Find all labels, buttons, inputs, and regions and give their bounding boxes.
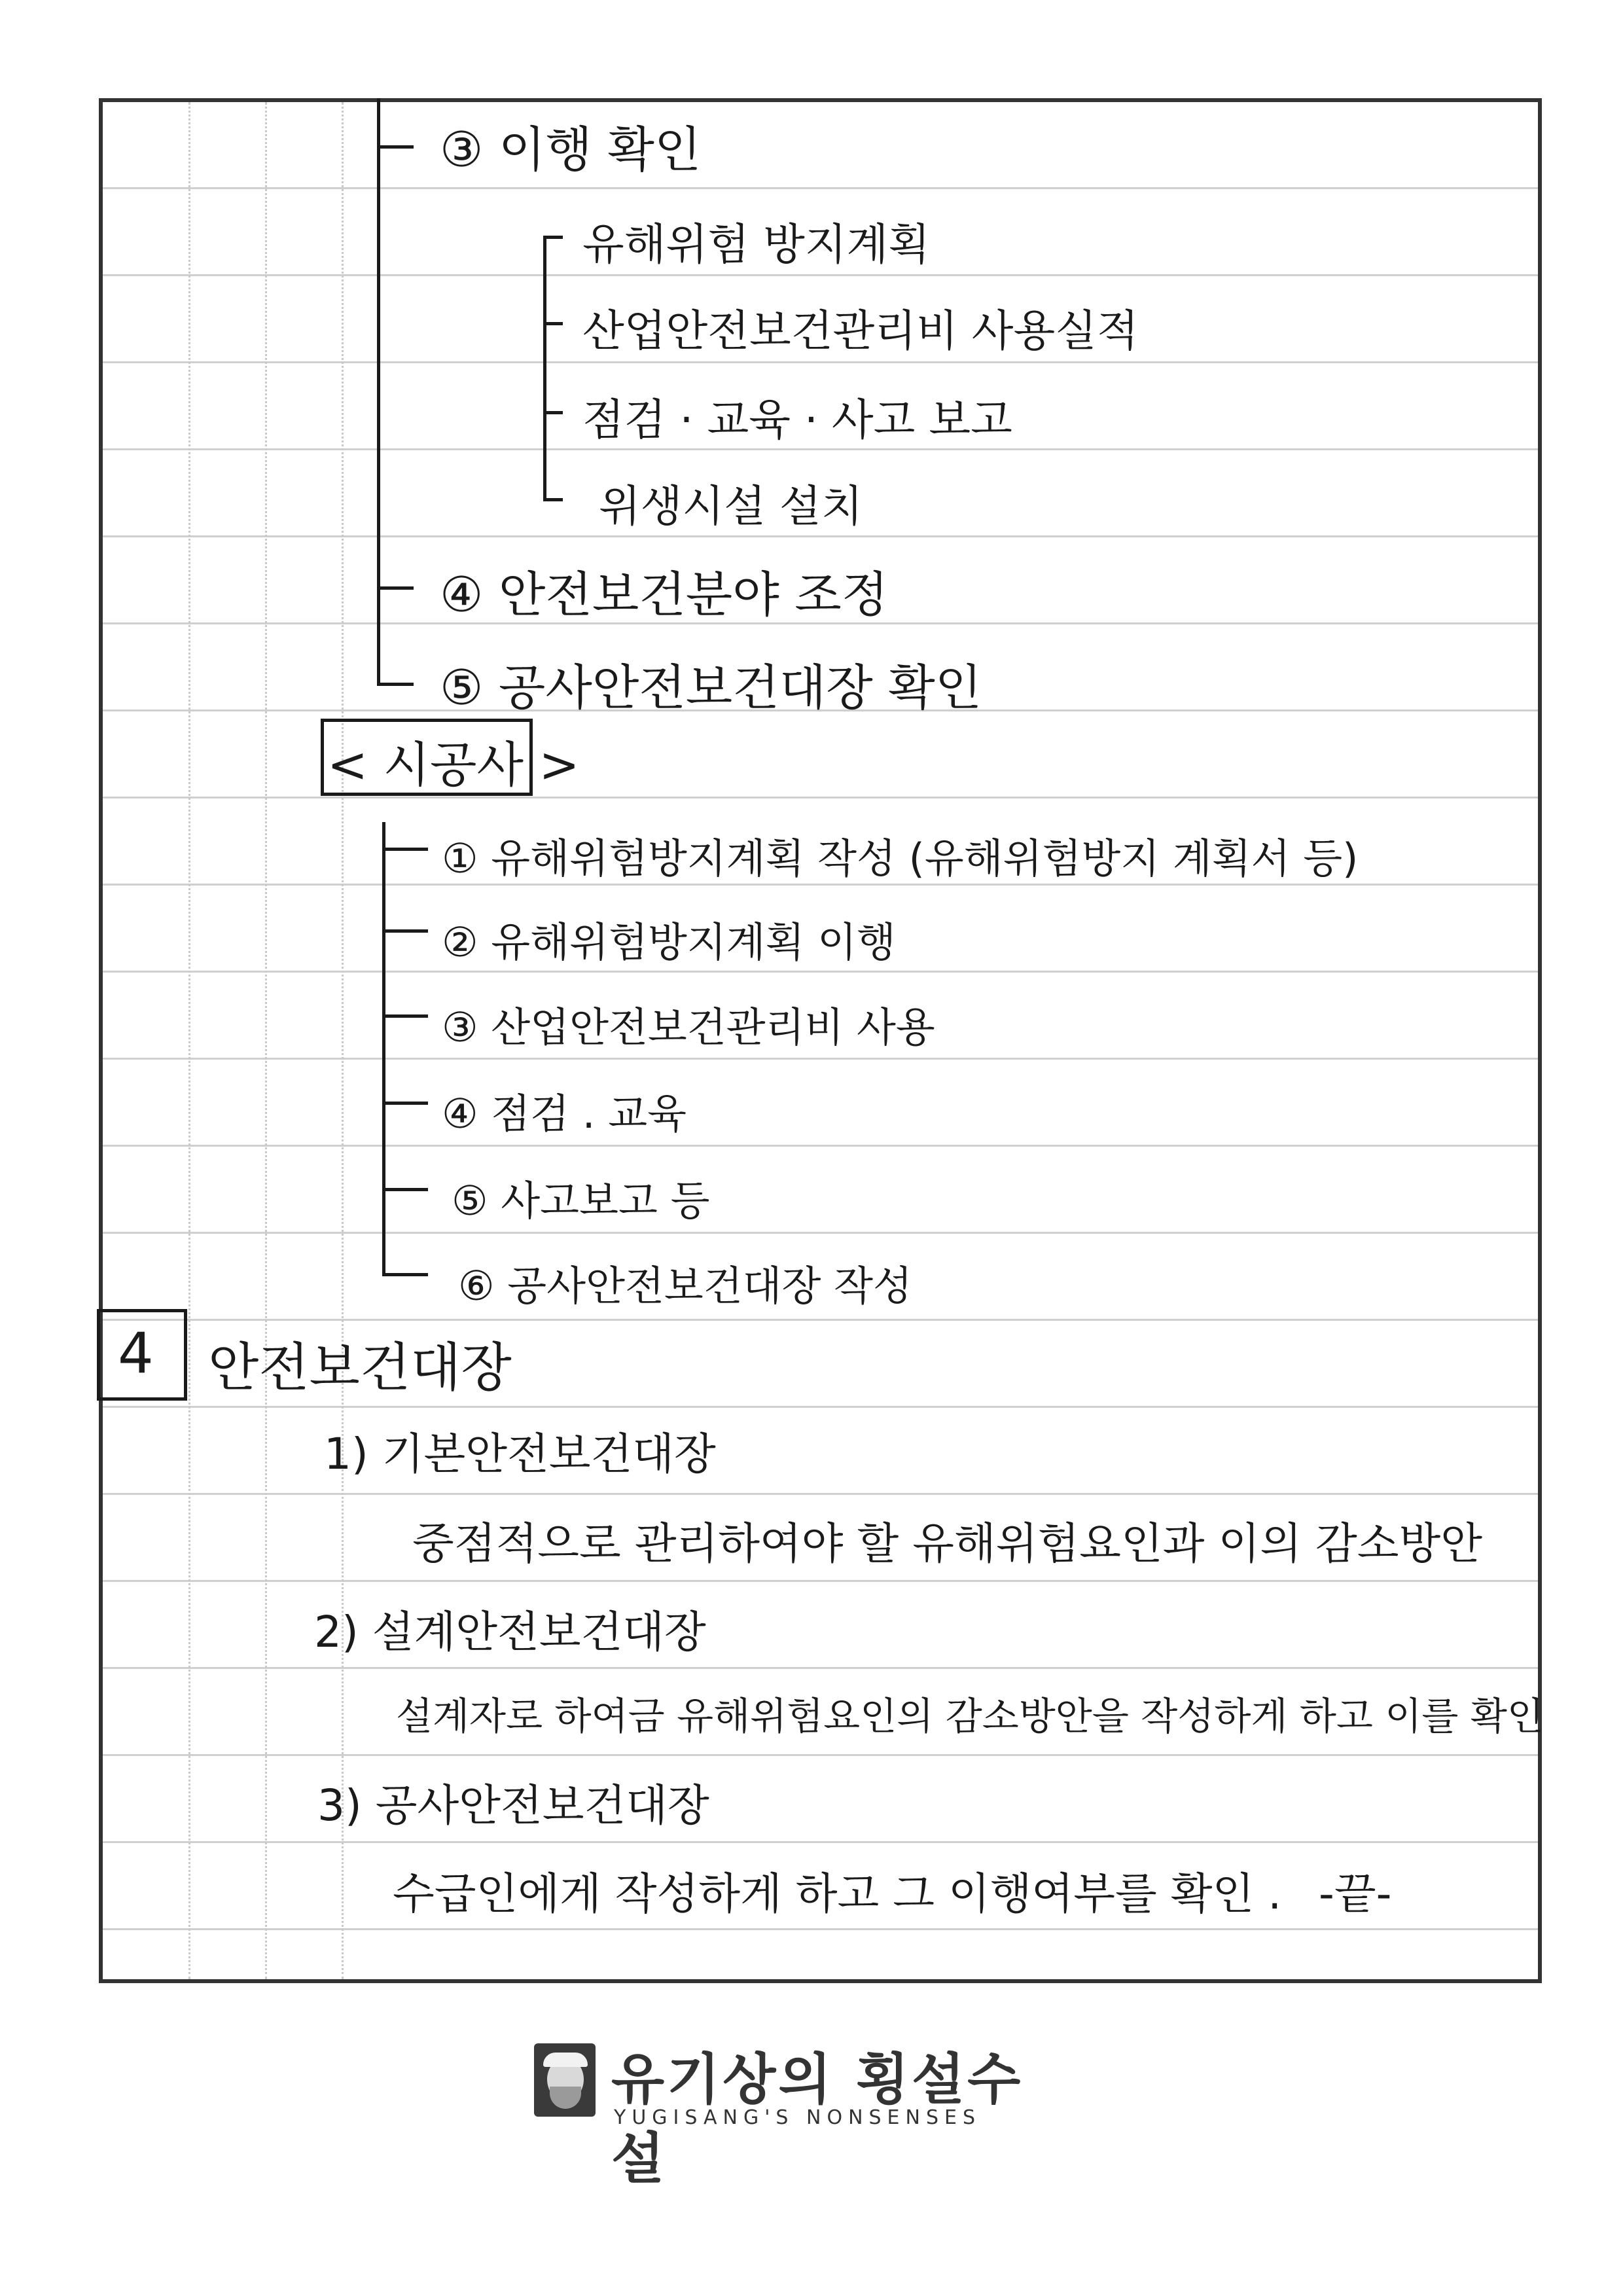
tree-trunk: [377, 98, 380, 686]
footer-subtitle: YUGISANG'S NONSENSES: [614, 2106, 981, 2129]
end-mark: -끝-: [1319, 1869, 1392, 1919]
tree-branch: [377, 586, 414, 590]
tree-branch: [382, 1273, 428, 1276]
entry-label: 2) 설계안전보건대장: [314, 1607, 706, 1657]
subtree-branch: [543, 236, 563, 239]
footer-logo: [534, 2036, 1029, 2191]
section-number: 4: [118, 1321, 154, 1386]
footer-title: 유기상의 횡설수설: [611, 2047, 1024, 2191]
entry-label: 1) 기본안전보건대장: [324, 1429, 716, 1479]
subtree-branch: [543, 411, 563, 414]
contractor-item: ⑤ 사고보고 등: [452, 1177, 710, 1225]
sub-item: 산업안전보건관리비 사용실적: [582, 306, 1139, 356]
contractor-heading: < 시공사 >: [327, 737, 580, 793]
step-item: ③ 이행 확인: [440, 122, 702, 178]
entry-text: 중점적으로 관리하여야 할 유해위험요인과 이의 감소방안: [412, 1518, 1483, 1569]
entry-label: 3) 공사안전보건대장: [317, 1780, 709, 1831]
portrait-logo-icon: [534, 2043, 596, 2117]
tree-branch: [382, 929, 428, 933]
entry-text: 수급인에게 작성하게 하고 그 이행여부를 확인 .: [393, 1869, 1282, 1919]
contractor-item: ② 유해위험방지계획 이행: [442, 918, 896, 966]
entry-text: 설계자로 하여금 유해위험요인의 감소방안을 작성하게 하고 이를 확인: [396, 1694, 1544, 1738]
tree-trunk: [382, 822, 385, 1275]
contractor-item: ③ 산업안전보건관리비 사용: [442, 1003, 935, 1051]
contractor-item: ① 유해위험방지계획 작성 (유해위험방지 계획서 등): [442, 834, 1359, 882]
step-item: ⑤ 공사안전보건대장 확인: [440, 660, 982, 716]
subtree-branch: [543, 498, 563, 501]
contractor-item: ⑥ 공사안전보건대장 작성: [458, 1262, 912, 1310]
tree-branch: [377, 683, 414, 686]
margin-line: [265, 102, 267, 1979]
tree-branch: [382, 848, 428, 851]
step-item: ④ 안전보건분야 조정: [440, 567, 889, 623]
subtree-trunk: [543, 236, 546, 501]
section-title: 안전보건대장: [208, 1337, 512, 1398]
margin-line: [188, 102, 190, 1979]
tree-branch: [382, 1014, 428, 1018]
contractor-item: ④ 점검 . 교육: [442, 1090, 687, 1138]
tree-branch: [377, 145, 414, 149]
subtree-branch: [543, 322, 563, 325]
tree-branch: [382, 1188, 428, 1191]
sub-item: 위생시설 설치: [599, 481, 863, 531]
margin-line: [342, 102, 344, 1979]
sub-item: 점검 · 교육 · 사고 보고: [582, 395, 1012, 445]
tree-branch: [382, 1102, 428, 1105]
sub-item: 유해위험 방지계획: [582, 219, 931, 270]
